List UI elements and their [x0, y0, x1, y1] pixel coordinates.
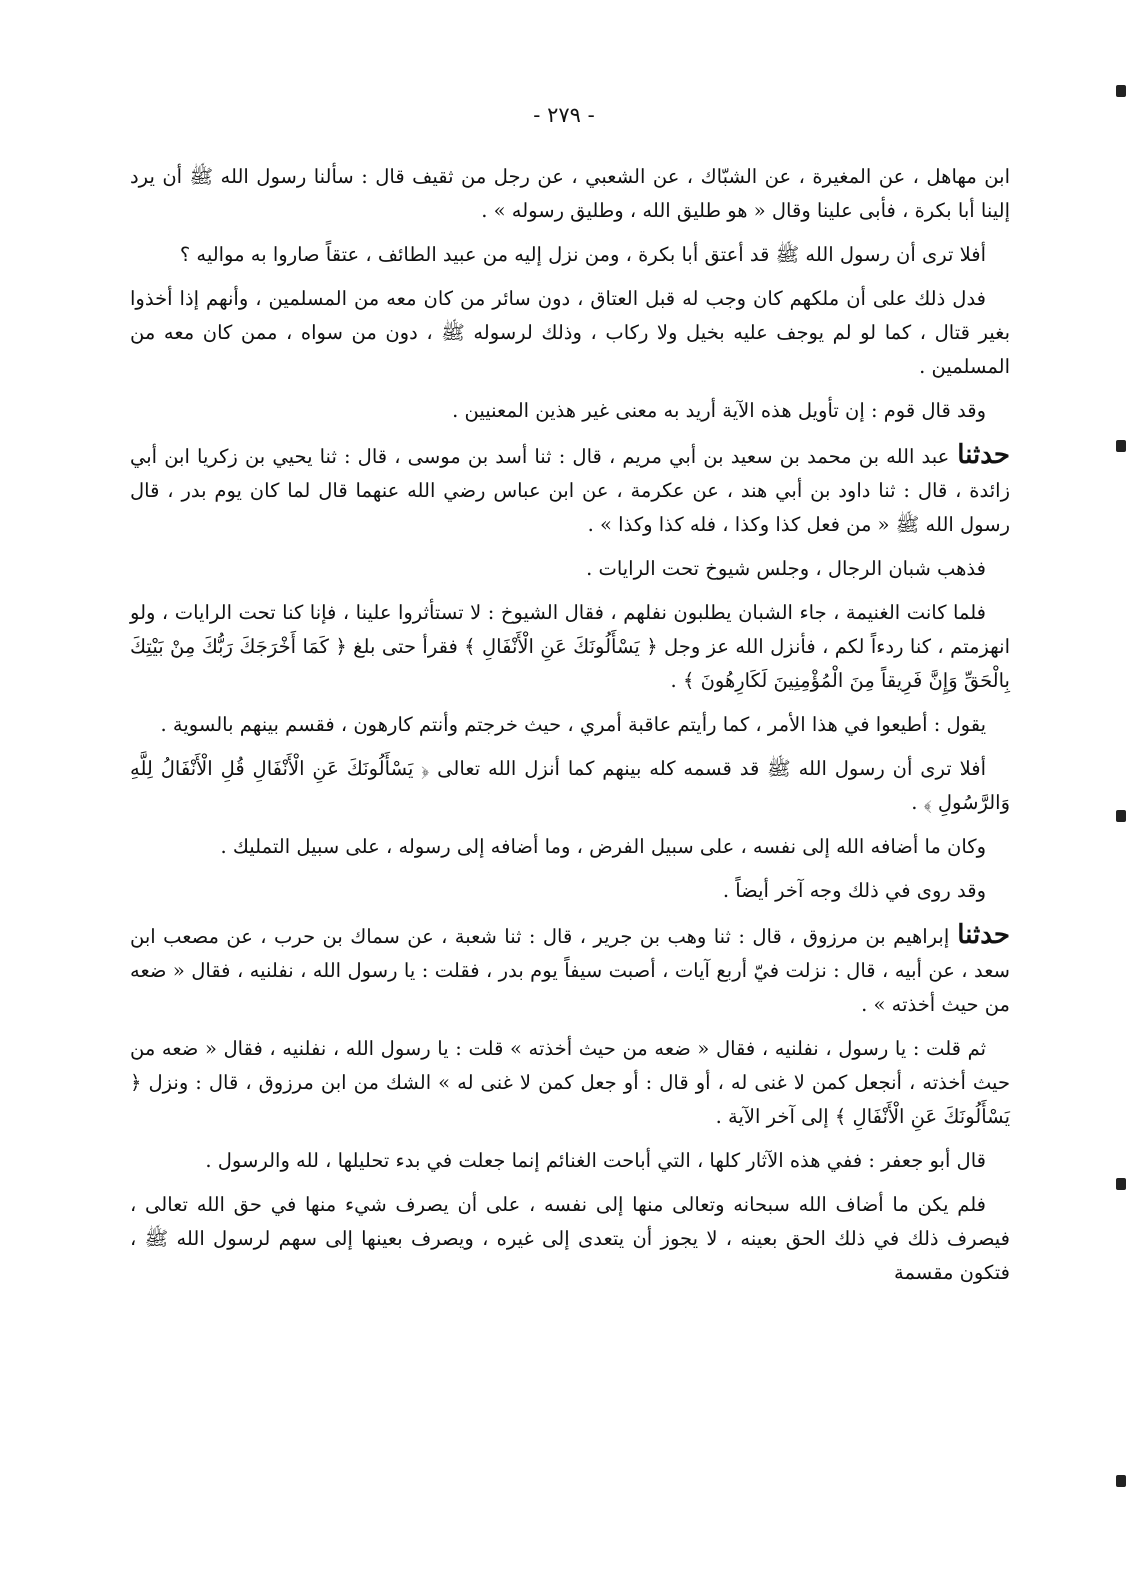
paragraph: فلما كانت الغنيمة ، جاء الشبان يطلبون نفلهم ، فقال الشيوخ : لا تستأثروا علينا ، فإنا كنا تحت الرايات ، ولو انهزمتم ، كنا ردءاً لكم ، فأنزل الله عز وجل ﴿ يَسْأَلُونَكَ عَنِ الْأَنْفَالِ ﴾ فقرأ حتى بلغ ﴿ كَمَا أَخْرَجَكَ رَبُّكَ مِنْ بَيْتِكَ بِالْحَقِّ وَإِنَّ فَرِيقاً مِنَ الْمُؤْمِنِينَ لَكَارِهُونَ ﴾ . [130, 601, 1010, 692]
paragraph: أفلا ترى أن رسول الله ﷺ قد قسمه كله بينهم كما أنزل الله تعالى ﴿ يَسْأَلُونَكَ عَنِ الْأَنْفَالِ قُلِ الْأَنْفَالُ لِلَّهِ وَالرَّسُولِ ﴾ . [130, 757, 1010, 814]
margin-mark [1116, 440, 1126, 452]
hadith-paragraph [130, 918, 1010, 1022]
page-number: - ٢٧٩ - [533, 103, 595, 127]
hadith-heading: حدثنا [957, 920, 1010, 950]
paragraph: فدل ذلك على أن ملكهم كان وجب له قبل العتاق ، دون سائر من كان معه من المسلمين ، وأنهم إذا أخذوا بغير قتال ، كما لو لم يوجف عليه بخيل ولا ركاب ، وذلك لرسوله ﷺ ، دون من سواه ، ممن كان معه من المسلمين . [130, 287, 1010, 378]
hadith-paragraph [130, 438, 1010, 542]
paragraph: يقول : أطيعوا في هذا الأمر ، كما رأيتم عاقبة أمري ، حيث خرجتم وأنتم كارهون ، فقسم بينهم بالسوية . [160, 713, 986, 736]
paragraph: قال أبو جعفر : ففي هذه الآثار كلها ، التي أباحت الغنائم إنما جعلت في بدء تحليلها ، لله والرسول . [205, 1149, 986, 1172]
paragraph: وقد روى في ذلك وجه آخر أيضاً . [722, 879, 986, 902]
hadith-heading: حدثنا [957, 440, 1010, 470]
paragraph: أفلا ترى أن رسول الله ﷺ قد أعتق أبا بكرة ، ومن نزل إليه من عبيد الطائف ، عتقاً صاروا به مواليه ؟ [179, 243, 986, 266]
paragraph: وقد قال قوم : إن تأويل هذه الآية أريد به معنى غير هذين المعنيين . [452, 399, 986, 422]
paragraph: ثم قلت : يا رسول ، نفلنيه ، فقال « ضعه من حيث أخذته » قلت : يا رسول الله ، نفلنيه ، فقال « ضعه من حيث أخذته ، أنجعل كمن لا غنى له ، أو قال : أو جعل كمن لا غنى له » الشك من ابن مرزوق ، قال : ونزل ﴿ يَسْأَلُونَكَ عَنِ الْأَنْفَالِ ﴾ إلى آخر الآية . [130, 1037, 1011, 1128]
paragraph: فذهب شبان الرجال ، وجلس شيوخ تحت الرايات . [586, 557, 986, 580]
paragraph: وكان ما أضافه الله إلى نفسه ، على سبيل الفرض ، وما أضافه إلى رسوله ، على سبيل التمليك . [220, 835, 986, 858]
paragraph: ابن مهاهل ، عن المغيرة ، عن الشبّاك ، عن الشعبي ، عن رجل من ثقيف قال : سألنا رسول الله ﷺ أن يرد إلينا أبا بكرة ، فأبى علينا وقال « هو طليق الله ، وطليق رسوله » . [130, 165, 1010, 222]
margin-mark [1116, 810, 1126, 822]
paragraph-text: إبراهيم بن مرزوق ، قال : ثنا وهب بن جرير ، قال : ثنا شعبة ، عن سماك بن حرب ، عن مصعب ابن سعد ، عن أبيه ، قال : نزلت فيّ أربع آيات ، أصبت سيفاً يوم بدر ، فقلت : يا رسول الله ، نفلنيه ، فقال « ضعه من حيث أخذته » . [130, 925, 1010, 1016]
margin-mark [1116, 1178, 1126, 1190]
margin-mark [1116, 85, 1126, 97]
paragraph-text: عبد الله بن محمد بن سعيد بن أبي مريم ، قال : ثنا أسد بن موسى ، قال : ثنا يحيي بن زكريا ابن أبي زائدة ، قال : ثنا داود بن أبي هند ، عن عكرمة ، عن ابن عباس رضي الله عنهما قال لما كان يوم بدر ، قال رسول الله ﷺ « من فعل كذا وكذا ، فله كذا وكذا » . [130, 445, 1010, 536]
paragraph: فلم يكن ما أضاف الله سبحانه وتعالى منها إلى نفسه ، على أن يصرف شيء منها في حق الله تعالى ، فيصرف ذلك في ذلك الحق بعينه ، لا يجوز أن يتعدى إلى غيره ، ويصرف بعينها إلى سهم لرسول الله ﷺ ، فتكون مقسمة [130, 1193, 1010, 1284]
margin-mark [1116, 1475, 1126, 1487]
page-body [130, 160, 1010, 1300]
